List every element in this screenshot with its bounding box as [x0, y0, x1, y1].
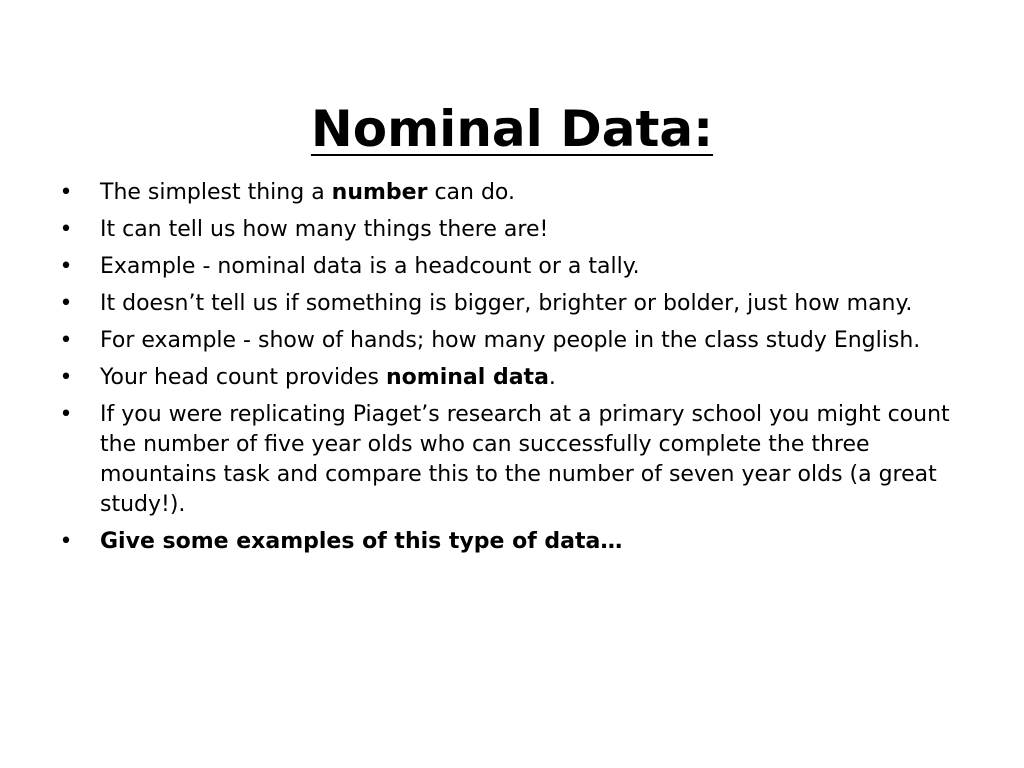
bullet-marker: •	[59, 365, 73, 390]
bullet-text-bold: nominal data	[386, 365, 549, 390]
bullet-text-bold: Give some examples of this type of data…	[100, 529, 623, 554]
bullet-item	[56, 215, 956, 245]
bullet-marker: •	[59, 254, 73, 279]
bullet-text: The simplest thing a	[100, 180, 332, 205]
bullet-text: It doesn’t tell us if something is bigger, brighter or bolder, just how many.	[100, 291, 913, 316]
bullet-marker: •	[59, 529, 73, 554]
bullet-text: For example - show of hands; how many people in the class study English.	[100, 328, 921, 353]
bullet-item	[56, 363, 956, 393]
bullet-text: If you were replicating Piaget’s research at a primary school you might count the number of five year olds who can successfully complete the three mountains task and compare this to the number of seven year olds (a great study!).	[100, 402, 950, 517]
bullet-item	[56, 400, 956, 520]
bullet-item	[56, 252, 956, 282]
bullet-text: Example - nominal data is a headcount or a tally.	[100, 254, 640, 279]
bullet-text: .	[548, 365, 556, 390]
bullet-item	[56, 326, 956, 356]
bullet-marker: •	[59, 291, 73, 316]
bullet-item	[56, 178, 956, 208]
bullet-marker: •	[59, 217, 73, 242]
bullet-marker: •	[59, 402, 73, 427]
bullet-list	[56, 178, 956, 564]
bullet-text-bold: number	[331, 180, 428, 205]
slide-title: Nominal Data:	[310, 99, 714, 158]
bullet-text: It can tell us how many things there are!	[100, 217, 549, 242]
bullet-item	[56, 527, 956, 557]
bullet-text: can do.	[427, 180, 515, 205]
bullet-text: Your head count provides	[100, 365, 387, 390]
bullet-marker: •	[59, 180, 73, 205]
bullet-marker: •	[59, 328, 73, 353]
bullet-item	[56, 289, 956, 319]
